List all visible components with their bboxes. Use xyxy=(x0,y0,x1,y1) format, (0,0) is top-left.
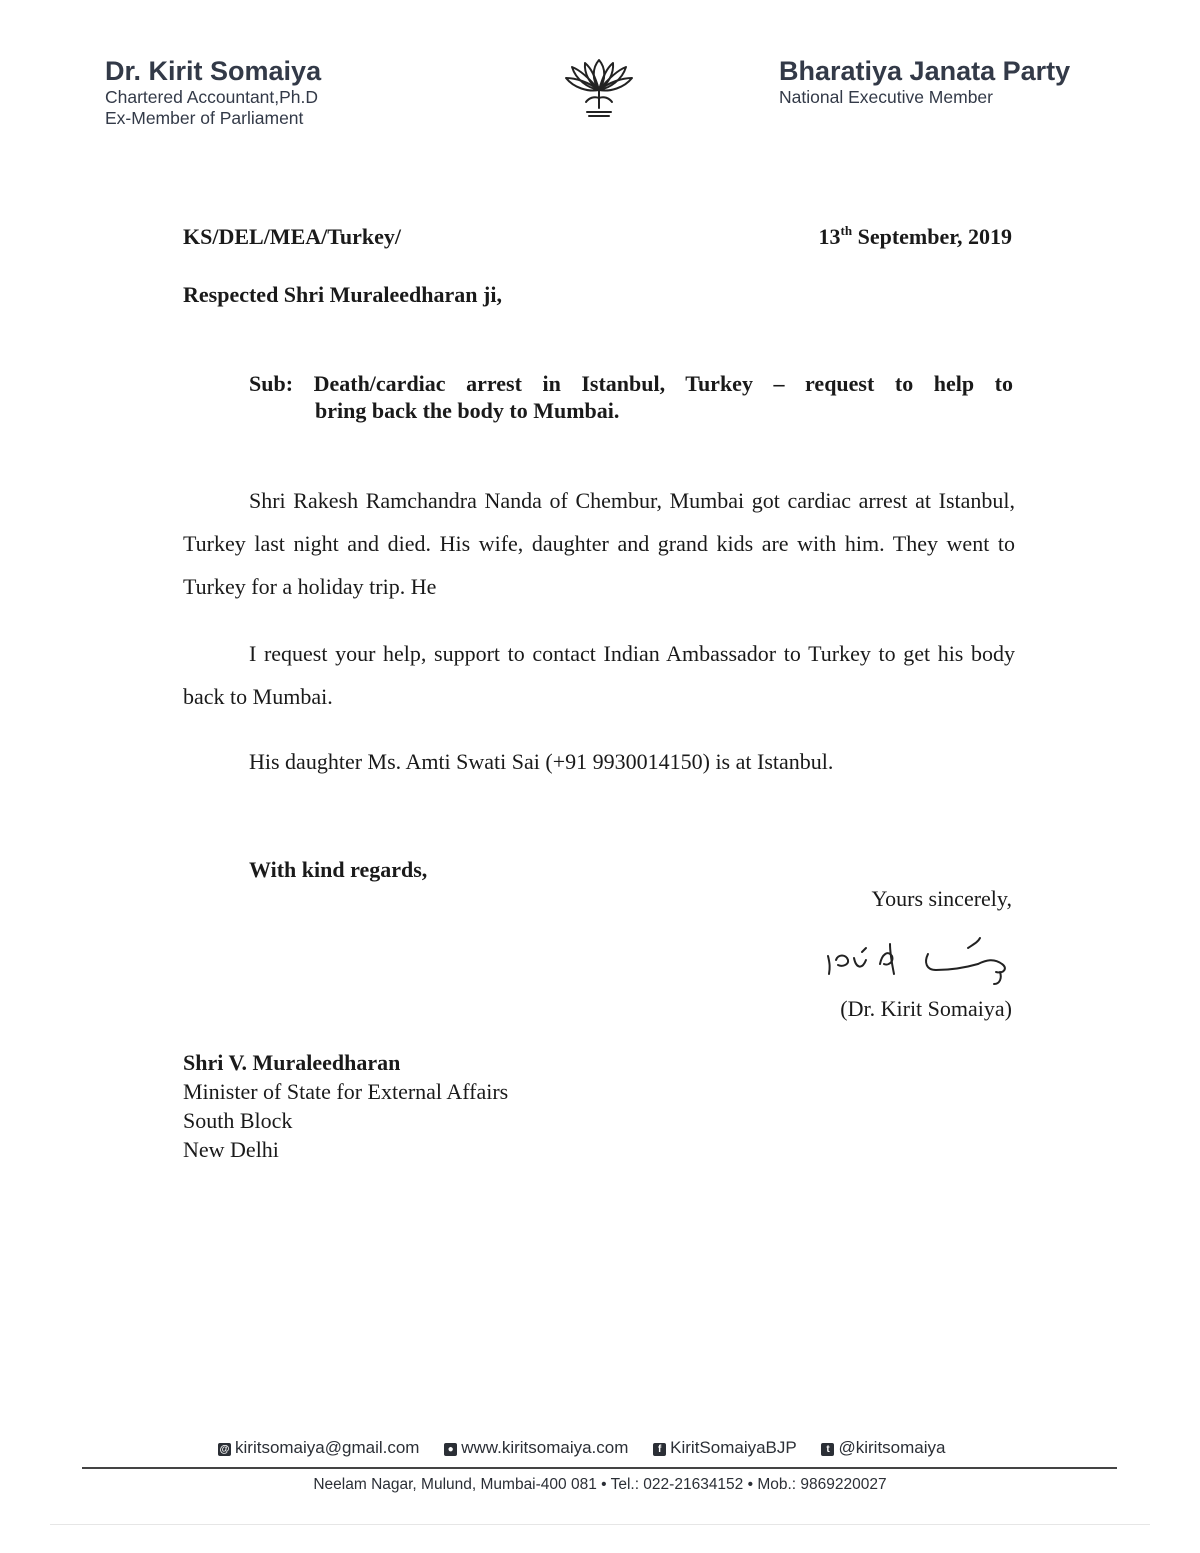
body-paragraph-2: I request your help, support to contact Indian Ambassador to Turkey to get his body back to Mumbai. xyxy=(183,641,1015,709)
signature xyxy=(818,934,1018,988)
date-day: 13 xyxy=(818,224,841,249)
footer-facebook-text: KiritSomaiyaBJP xyxy=(670,1438,797,1457)
letter-date xyxy=(819,224,1012,250)
sender-qualification: Chartered Accountant,Ph.D xyxy=(105,87,319,107)
body-paragraph-3: His daughter Ms. Amti Swati Sai (+91 9930014150) is at Istanbul. xyxy=(249,749,834,774)
sender-former-role: Ex-Member of Parliament xyxy=(105,108,304,128)
globe-icon: ● xyxy=(444,1443,457,1456)
footer-email xyxy=(218,1438,419,1458)
footer-website-text: www.kiritsomaiya.com xyxy=(461,1438,629,1457)
footer-email-text: kiritsomaiya@gmail.com xyxy=(235,1438,420,1457)
subject-line-2: bring back the body to Mumbai. xyxy=(315,398,620,423)
salutation: Respected Shri Muraleedharan ji, xyxy=(183,282,502,307)
addressee-city: New Delhi xyxy=(183,1137,279,1162)
regards: With kind regards, xyxy=(249,857,428,882)
lotus-icon xyxy=(562,54,636,122)
party-role: National Executive Member xyxy=(779,87,993,107)
sender-name: Dr. Kirit Somaiya xyxy=(105,56,322,86)
email-icon: @ xyxy=(219,1444,230,1455)
reference-number: KS/DEL/MEA/Turkey/ xyxy=(183,224,402,249)
date-suffix: th xyxy=(840,223,853,238)
signer-name: (Dr. Kirit Somaiya) xyxy=(840,996,1012,1021)
addressee-name: Shri V. Muraleedharan xyxy=(183,1050,401,1075)
addressee-office: South Block xyxy=(183,1108,293,1133)
page-bottom-edge xyxy=(50,1524,1150,1525)
letterhead-party xyxy=(779,55,1070,108)
addressee-block xyxy=(183,1048,508,1164)
footer-website xyxy=(444,1438,628,1458)
footer-twitter xyxy=(821,1438,945,1458)
closing: Yours sincerely, xyxy=(871,886,1012,911)
letterhead-sender xyxy=(105,55,321,129)
footer-contacts xyxy=(218,1438,965,1458)
body-paragraph-1: Shri Rakesh Ramchandra Nanda of Chembur, Mumbai got cardiac arrest at Istanbul, Turkey last night and died. His wife, daughter and grand kids are with him. They went to Turkey for a holiday trip. He xyxy=(183,488,1015,599)
footer-facebook xyxy=(653,1438,797,1458)
subject-line-1: Sub: Death/cardiac arrest in Istanbul, Turkey – request to help to xyxy=(249,371,1013,396)
party-name: Bharatiya Janata Party xyxy=(779,56,1071,86)
footer-divider xyxy=(82,1467,1117,1469)
addressee-title: Minister of State for External Affairs xyxy=(183,1079,509,1104)
footer-twitter-text: @kiritsomaiya xyxy=(838,1438,946,1457)
facebook-icon: f xyxy=(653,1443,666,1456)
footer-address: Neelam Nagar, Mulund, Mumbai-400 081 • Tel.: 022-21634152 • Mob.: 9869220027 xyxy=(313,1476,887,1493)
date-rest: September, 2019 xyxy=(852,224,1012,249)
twitter-icon: t xyxy=(821,1443,834,1456)
